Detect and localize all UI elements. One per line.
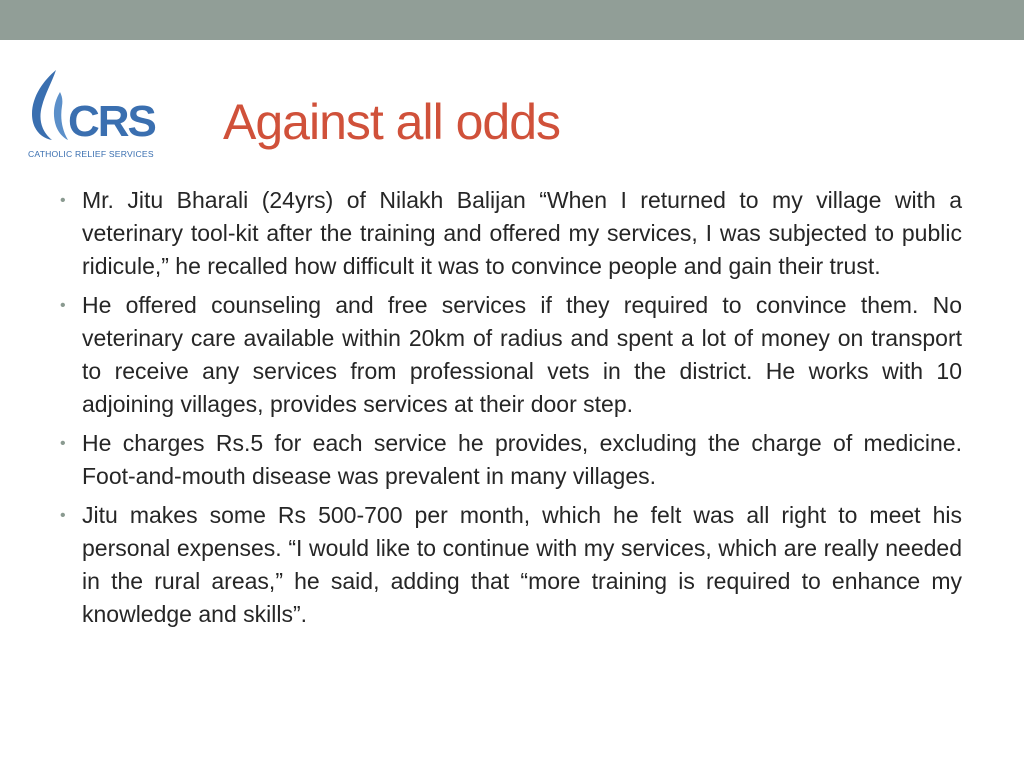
- bullet-list: [60, 184, 962, 637]
- crs-logo: [26, 66, 156, 162]
- bullet-dot-icon: •: [60, 507, 66, 524]
- svg-text:CRS: CRS: [68, 97, 155, 146]
- bullet-item: [60, 427, 962, 493]
- bullet-text: He offered counseling and free services if they required to convince them. No veterinary care available within 20km of radius and spent a lot of money on transport to receive any services from professional vets in the district. He works with 10 adjoining villages, provides services at their door step.: [82, 292, 962, 417]
- crs-logo-image: [26, 66, 156, 162]
- svg-text:CATHOLIC RELIEF SERVICES: CATHOLIC RELIEF SERVICES: [28, 149, 154, 159]
- slide-title: Against all odds: [223, 94, 561, 150]
- bullet-text: Jitu makes some Rs 500-700 per month, which he felt was all right to meet his personal expenses. “I would like to continue with my services, which are really needed in the rural areas,” he said, adding that “more training is required to enhance my knowledge and skills”.: [82, 502, 962, 627]
- bullet-dot-icon: •: [60, 297, 66, 314]
- bullet-item: [60, 289, 962, 421]
- top-accent-bar: [0, 0, 1024, 40]
- bullet-item: [60, 184, 962, 283]
- bullet-text: He charges Rs.5 for each service he provides, excluding the charge of medicine. Foot-and-mouth disease was prevalent in many villages.: [82, 430, 962, 489]
- bullet-text: Mr. Jitu Bharali (24yrs) of Nilakh Balijan “When I returned to my village with a veterinary tool-kit after the training and offered my services, I was subjected to public ridicule,” he recalled how difficult it was to convince people and gain their trust.: [82, 187, 962, 279]
- bullet-item: [60, 499, 962, 631]
- bullet-dot-icon: •: [60, 192, 66, 209]
- bullet-dot-icon: •: [60, 435, 66, 452]
